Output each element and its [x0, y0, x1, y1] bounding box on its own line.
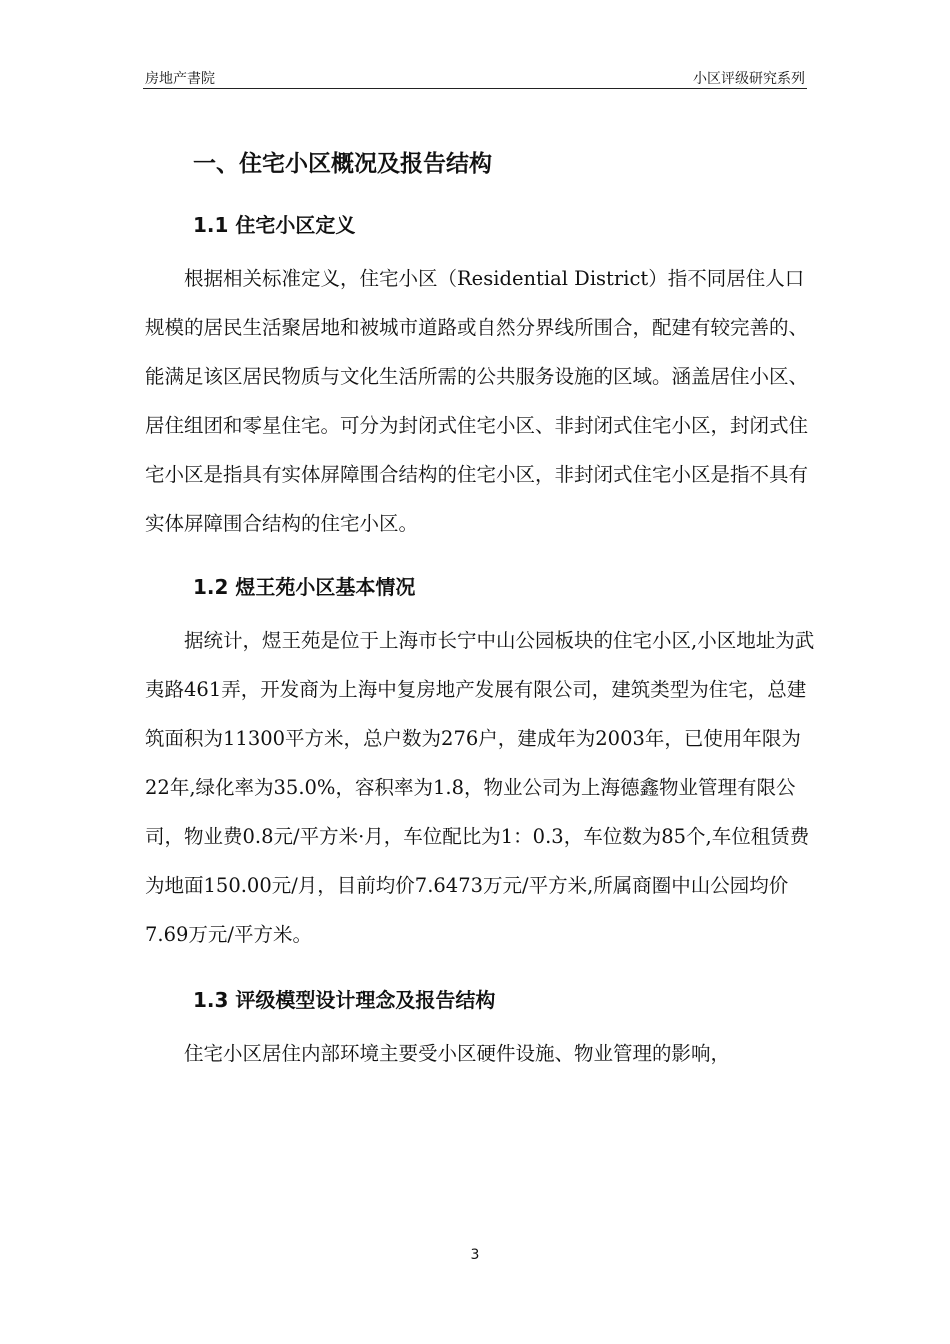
section-body-1-2: 据统计，煜王苑是位于上海市长宁中山公园板块的住宅小区,小区地址为武夷路461弄，开发商为上海中复房地产发展有限公司，建筑类型为住宅，总建筑面积为11300平方米，总户数为276户，建成年为2003年，已使用年限为22年,绿化率为35.0%，容积率为1.8，物业公司为上海德鑫物业管理有限公司，物业费0.8元/平方米·月，车位配比为1：0.3，车位数为85个,车位租赁费为地面150.00元/月，目前均价7.6473万元/平方米,所属商圈中山公园均价7.69万元/平方米。 [145, 629, 815, 946]
header-publisher: 房地产書院 [145, 71, 215, 87]
document-body [145, 138, 815, 1078]
header-series: 小区评级研究系列 [693, 71, 805, 87]
chapter-title: 一、住宅小区概况及报告结构 [193, 151, 492, 177]
section-body-1-1: 根据相关标准定义，住宅小区（Residential District）指不同居住人口规模的居民生活聚居地和被城市道路或自然分界线所围合，配建有较完善的、能满足该区居民物质与文化生活所需的公共服务设施的区域。涵盖居住小区、居住组团和零星住宅。可分为封闭式住宅小区、非封闭式住宅小区，封闭式住宅小区是指具有实体屏障围合结构的住宅小区，非封闭式住宅小区是指不具有实体屏障围合结构的住宅小区。 [145, 267, 809, 535]
section-heading-1-3: 1.3 评级模型设计理念及报告结构 [193, 988, 496, 1012]
page-header [143, 64, 807, 89]
section-heading-1-2: 1.2 煜王苑小区基本情况 [193, 575, 416, 599]
page-number: 3 [470, 1247, 480, 1263]
section-heading-1-1: 1.1 住宅小区定义 [193, 213, 356, 237]
section-body-1-3: 住宅小区居住内部环境主要受小区硬件设施、物业管理的影响， [184, 1042, 731, 1065]
